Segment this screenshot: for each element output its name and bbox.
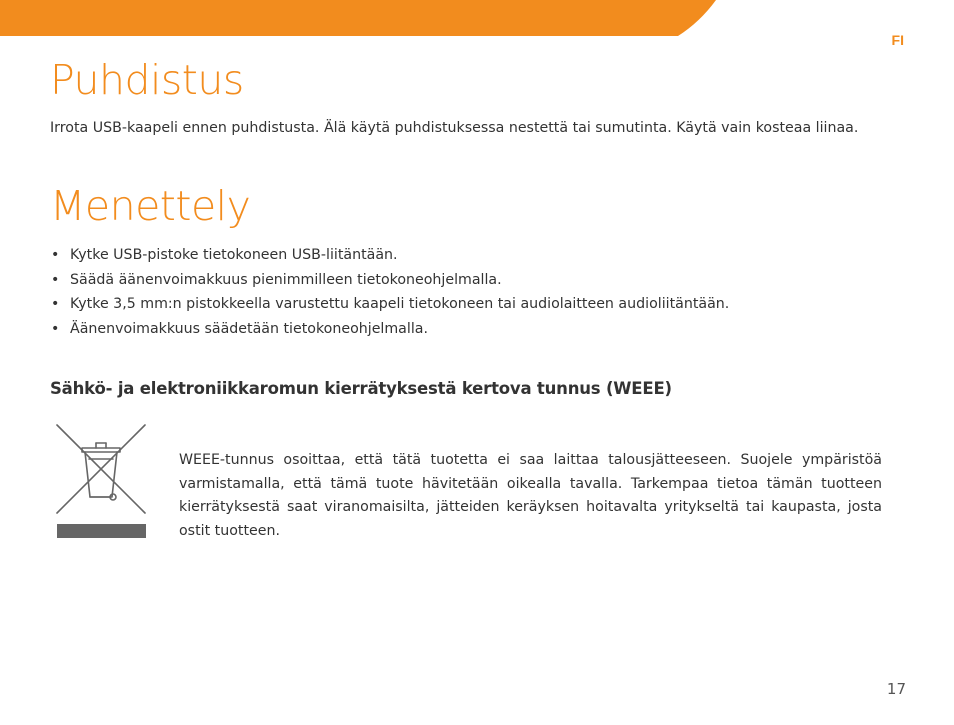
procedure-step-text: Kytke 3,5 mm:n pistokkeella varustettu kaapeli tietokoneen tai audiolaitteen audioliitäntään. xyxy=(70,296,730,313)
top-orange-banner xyxy=(0,0,954,36)
weee-heading: Sähkö- ja elektroniikkaromun kierrätyksestä kertova tunnus (WEEE) xyxy=(50,379,672,398)
procedure-step-text: Säädä äänenvoimakkuus pienimmilleen tietokoneohjelmalla. xyxy=(70,271,502,288)
cleaning-text: Irrota USB-kaapeli ennen puhdistusta. Älä käytä puhdistuksessa nestettä tai sumutinta. Käytä vain kosteaa liinaa. xyxy=(50,120,859,136)
language-code: FI xyxy=(891,32,904,48)
procedure-step xyxy=(50,243,882,268)
procedure-step-text: Kytke USB-pistoke tietokoneen USB-liitäntään. xyxy=(70,247,398,263)
procedure-step xyxy=(50,317,882,342)
procedure-step xyxy=(50,292,882,317)
bullet-icon: • xyxy=(51,320,60,337)
procedure-steps-list xyxy=(50,243,882,341)
procedure-step xyxy=(50,268,882,293)
weee-text: WEEE-tunnus osoittaa, että tätä tuotetta ei saa laittaa talousjätteeseen. Suojele ympäristöä varmistamalla, että tämä tuote hävitetään oikealla tavalla. Tarkempaa tietoa tämän tuotteen kierrätyksestä saat viranomaisilta, jätteiden keräyksen hoitavalta yritykseltä tai kaupasta, josta ostit tuotteen. xyxy=(179,452,882,539)
procedure-title: Menettely xyxy=(50,182,251,230)
bullet-icon: • xyxy=(51,271,60,288)
cleaning-title: Puhdistus xyxy=(50,56,244,104)
bullet-icon: • xyxy=(51,247,60,263)
page-number: 17 xyxy=(886,680,906,698)
crossed-out-wheelie-bin-icon xyxy=(55,423,148,541)
procedure-step-text: Äänenvoimakkuus säädetään tietokoneohjelmalla. xyxy=(70,320,428,337)
bullet-icon: • xyxy=(51,296,60,313)
